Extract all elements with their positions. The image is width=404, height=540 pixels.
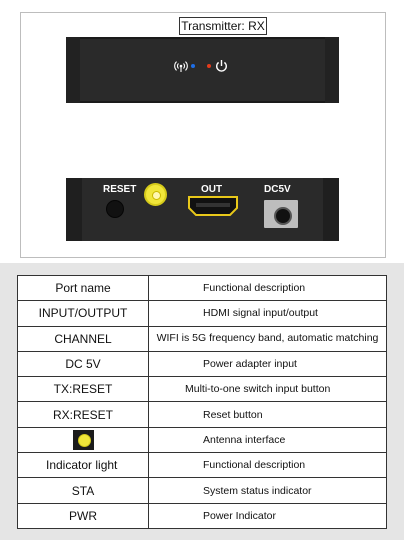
power-icon: [215, 59, 228, 73]
table-cell-port: Indicator light: [18, 453, 149, 478]
sta-led: [191, 64, 195, 68]
device-front-view: [66, 37, 339, 103]
table-row: [18, 301, 387, 326]
table-cell-port-icon: [18, 427, 149, 452]
table-cell-desc: Power adapter input: [149, 351, 387, 376]
table-row: [18, 427, 387, 452]
antenna-port-icon: [144, 183, 167, 206]
table-cell-port: PWR: [18, 503, 149, 528]
table-cell-desc: Functional description: [149, 453, 387, 478]
table-cell-desc: Functional description: [149, 276, 387, 301]
frame-title: Transmitter: RX: [179, 17, 267, 35]
table-row: [18, 326, 387, 351]
table-row: [18, 503, 387, 528]
table-cell-desc: Multi-to-one switch input button: [149, 377, 387, 402]
port-table-area: [0, 263, 404, 540]
reset-label: RESET: [103, 184, 137, 195]
table-row: [18, 351, 387, 376]
table-cell-port: RX:RESET: [18, 402, 149, 427]
reset-button-hole: [106, 200, 124, 218]
antenna-port-icon: [73, 430, 94, 450]
table-cell-desc: WIFI is 5G frequency band, automatic matching: [149, 326, 387, 351]
front-right-edge: [325, 37, 339, 103]
dc-power-port-icon: [264, 200, 298, 228]
table-cell-desc: Antenna interface: [149, 427, 387, 452]
out-label: OUT: [201, 184, 223, 195]
wifi-signal-icon: [174, 59, 188, 73]
back-left-edge: [66, 178, 82, 241]
table-cell-desc: HDMI signal input/output: [149, 301, 387, 326]
device-diagram-frame: [20, 12, 386, 258]
table-row: [18, 478, 387, 503]
table-cell-port: CHANNEL: [18, 326, 149, 351]
hdmi-port-icon: [188, 196, 238, 216]
port-description-table: [17, 275, 387, 529]
table-cell-port: Port name: [18, 276, 149, 301]
dc5v-label: DC5V: [264, 184, 291, 195]
pwr-led: [207, 64, 211, 68]
back-right-edge: [323, 178, 339, 241]
table-cell-desc: Power Indicator: [149, 503, 387, 528]
table-cell-port: STA: [18, 478, 149, 503]
table-cell-port: TX:RESET: [18, 377, 149, 402]
table-cell-port: DC 5V: [18, 351, 149, 376]
device-back-view: [66, 178, 339, 241]
table-row: [18, 453, 387, 478]
table-cell-port: INPUT/OUTPUT: [18, 301, 149, 326]
table-row: [18, 402, 387, 427]
table-cell-desc: Reset button: [149, 402, 387, 427]
table-row: [18, 377, 387, 402]
front-left-edge: [66, 37, 80, 103]
table-cell-desc: System status indicator: [149, 478, 387, 503]
table-row: [18, 276, 387, 301]
